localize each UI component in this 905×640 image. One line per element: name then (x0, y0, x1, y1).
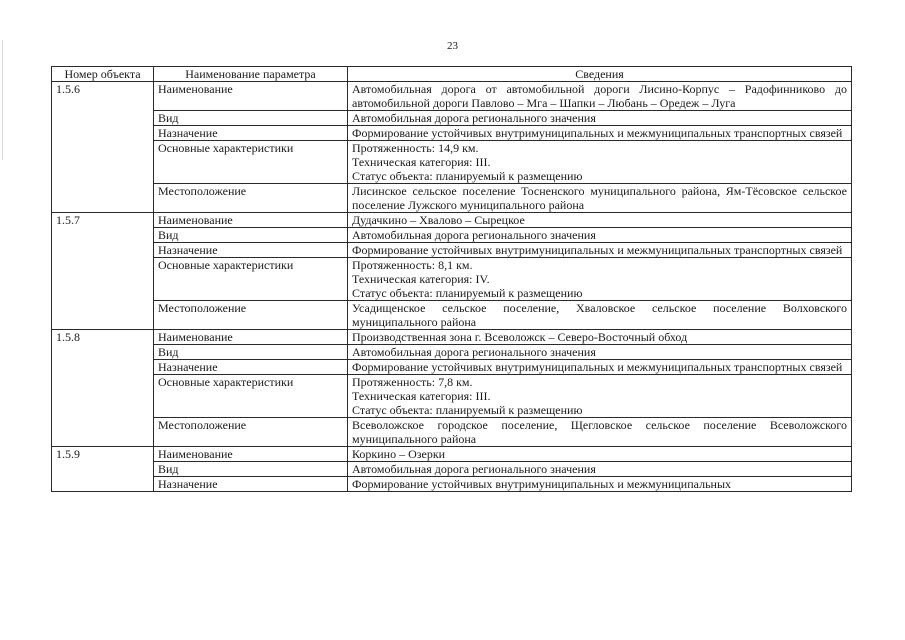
table-row (52, 184, 852, 213)
parameter-name-cell: Назначение (154, 243, 348, 258)
details-cell (348, 418, 852, 447)
details-line: Формирование устойчивых внутримуниципальных и межмуниципальных транспортных связей (352, 360, 843, 374)
table-row (52, 111, 852, 126)
details-cell (348, 82, 852, 111)
table-row (52, 301, 852, 330)
details-line: Техническая категория: III. (352, 389, 491, 403)
parameter-name-cell: Вид (154, 345, 348, 360)
table-row (52, 213, 852, 228)
table-row (52, 345, 852, 360)
parameter-name-cell: Вид (154, 111, 348, 126)
parameter-name-cell: Наименование (154, 447, 348, 462)
details-line: Протяженность: 7,8 км. (352, 375, 473, 389)
object-number-cell: 1.5.7 (52, 213, 154, 330)
parameter-name-cell: Назначение (154, 126, 348, 141)
details-line: Автомобильная дорога регионального значения (352, 345, 596, 359)
parameter-name-cell: Назначение (154, 477, 348, 492)
details-cell (348, 447, 852, 462)
parameter-name-cell: Основные характеристики (154, 258, 348, 301)
object-number-cell: 1.5.8 (52, 330, 154, 447)
details-line: Лисинское сельское поселение Тосненского муниципального района, Ям-Тёсовское сельское поселение Лужского муниципального района (352, 184, 847, 212)
table-row (52, 330, 852, 345)
parameter-name-cell: Назначение (154, 360, 348, 375)
parameter-name-cell: Основные характеристики (154, 375, 348, 418)
details-line: Формирование устойчивых внутримуниципальных и межмуниципальных (352, 477, 732, 491)
table-row (52, 258, 852, 301)
parameter-name-cell: Основные характеристики (154, 141, 348, 184)
parameters-table (51, 66, 852, 492)
details-cell (348, 462, 852, 477)
header-object-number: Номер объекта (52, 67, 154, 82)
parameter-name-cell: Наименование (154, 213, 348, 228)
parameter-name-cell: Местоположение (154, 418, 348, 447)
details-line: Автомобильная дорога регионального значения (352, 228, 596, 242)
details-line: Статус объекта: планируемый к размещению (352, 169, 583, 183)
details-line: Всеволожское городское поселение, Щегловское сельское поселение Всеволожского муниципального района (352, 418, 847, 446)
details-line: Формирование устойчивых внутримуниципальных и межмуниципальных транспортных связей (352, 243, 843, 257)
table-row (52, 418, 852, 447)
parameter-name-cell: Наименование (154, 330, 348, 345)
table-header-row (52, 67, 852, 82)
table-row (52, 126, 852, 141)
table-row (52, 243, 852, 258)
details-cell (348, 126, 852, 141)
header-parameter-name: Наименование параметра (154, 67, 348, 82)
object-number-cell: 1.5.9 (52, 447, 154, 492)
header-details: Сведения (348, 67, 852, 82)
details-cell (348, 228, 852, 243)
details-cell (348, 243, 852, 258)
details-line: Усадищенское сельское поселение, Хваловское сельское поселение Волховского муниципального района (352, 301, 847, 329)
table-row (52, 360, 852, 375)
table-row (52, 375, 852, 418)
table-row (52, 477, 852, 492)
scan-edge-line (2, 40, 3, 160)
table-body (52, 82, 852, 492)
page-number: 23 (447, 40, 458, 52)
details-line: Статус объекта: планируемый к размещению (352, 286, 583, 300)
table-row (52, 82, 852, 111)
parameter-name-cell: Местоположение (154, 301, 348, 330)
details-cell (348, 141, 852, 184)
details-cell (348, 330, 852, 345)
details-line: Протяженность: 8,1 км. (352, 258, 473, 272)
details-cell (348, 375, 852, 418)
details-cell (348, 345, 852, 360)
details-line: Коркино – Озерки (352, 447, 446, 461)
object-number-cell: 1.5.6 (52, 82, 154, 213)
table-row (52, 141, 852, 184)
parameter-name-cell: Наименование (154, 82, 348, 111)
details-cell (348, 301, 852, 330)
details-line: Автомобильная дорога регионального значения (352, 111, 596, 125)
table-row (52, 447, 852, 462)
details-line: Автомобильная дорога от автомобильной дороги Лисино-Корпус – Радофинниково до автомобильной дороги Павлово – Мга – Шапки – Любань – Оредеж – Луга (352, 82, 847, 110)
details-line: Техническая категория: III. (352, 155, 491, 169)
parameter-name-cell: Вид (154, 228, 348, 243)
details-line: Автомобильная дорога регионального значения (352, 462, 596, 476)
table-row (52, 228, 852, 243)
details-line: Дудачкино – Хвалово – Сырецкое (352, 213, 525, 227)
details-cell (348, 258, 852, 301)
details-cell (348, 360, 852, 375)
table-row (52, 462, 852, 477)
details-cell (348, 477, 852, 492)
parameter-name-cell: Местоположение (154, 184, 348, 213)
details-cell (348, 184, 852, 213)
details-line: Статус объекта: планируемый к размещению (352, 403, 583, 417)
details-line: Протяженность: 14,9 км. (352, 141, 479, 155)
details-cell (348, 213, 852, 228)
details-cell (348, 111, 852, 126)
parameter-name-cell: Вид (154, 462, 348, 477)
details-line: Техническая категория: IV. (352, 272, 490, 286)
details-line: Производственная зона г. Всеволожск – Северо-Восточный обход (352, 330, 688, 344)
details-line: Формирование устойчивых внутримуниципальных и межмуниципальных транспортных связей (352, 126, 843, 140)
